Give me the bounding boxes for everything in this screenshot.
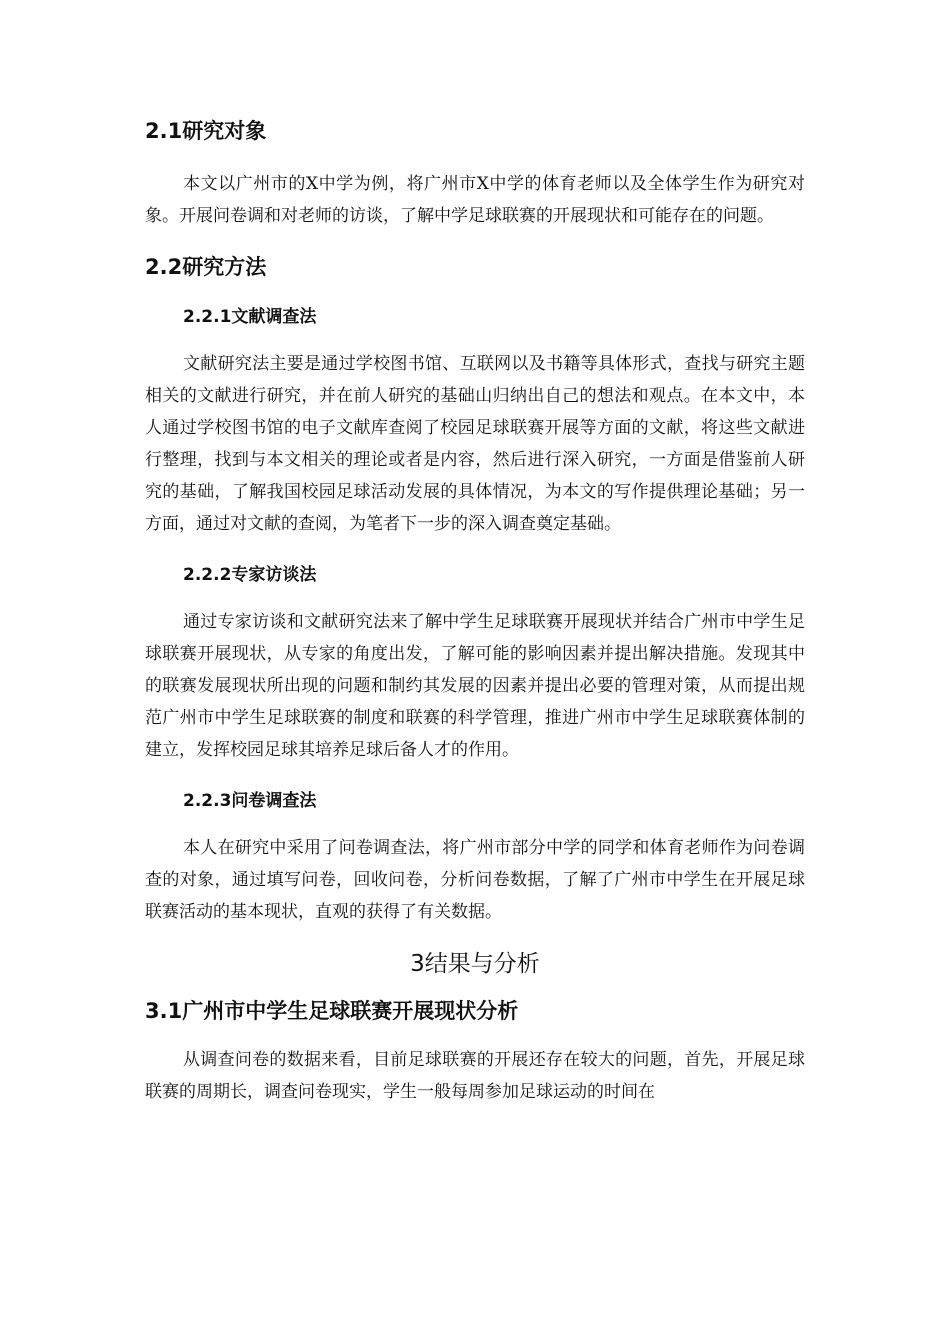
paragraph-literature-method: 文献研究法主要是通过学校图书馆、互联网以及书籍等具体形式，查找与研究主题相关的文献进行研究，并在前人研究的基础山归纳出自己的想法和观点。在本文中，本人通过学校图书馆的电子文献库查阅了校园足球联赛开展等方面的文献，将这些文献进行整理，找到与本文相关的理论或者是内容，然后进行深入研究，一方面是借鉴前人研究的基础，了解我国校园足球活动发展的具体情况，为本文的写作提供理论基础；另一方面，通过对文献的查阅，为笔者下一步的深入调查奠定基础。 <box>145 354 805 534</box>
chapter-heading-3: 3结果与分析 <box>410 951 540 977</box>
document-body <box>145 112 805 1108</box>
paragraph-questionnaire: 本人在研究中采用了问卷调查法，将广州市部分中学的同学和体育老师作为问卷调查的对象，通过填写问卷，回收问卷，分析问卷数据，了解了广州市中学生在开展足球联赛活动的基本现状，直观的获得了有关数据。 <box>145 838 805 922</box>
subsection-heading-2-2-2: 2.2.2专家访谈法 <box>183 565 317 585</box>
section-heading-2-2: 2.2研究方法 <box>145 255 267 279</box>
paragraph-expert-interview: 通过专家访谈和文献研究法来了解中学生足球联赛开展现状并结合广州市中学生足球联赛开展现状，从专家的角度出发，了解可能的影响因素并提出解决措施。发现其中的联赛发展现状所出现的问题和制约其发展的因素并提出必要的管理对策，从而提出规范广州市中学生足球联赛的制度和联赛的科学管理，推进广州市中学生足球联赛体制的建立，发挥校园足球其培养足球后备人才的作用。 <box>145 612 805 760</box>
subsection-heading-2-2-1: 2.2.1文献调查法 <box>183 307 317 327</box>
section-heading-3-1: 3.1广州市中学生足球联赛开展现状分析 <box>145 999 519 1023</box>
paragraph-results-analysis: 从调查问卷的数据来看，目前足球联赛的开展还存在较大的问题，首先，开展足球联赛的周期长，调查问卷现实，学生一般每周参加足球运动的时间在 <box>145 1050 805 1102</box>
paragraph-research-object: 本文以广州市的X中学为例，将广州市X中学的体育老师以及全体学生作为研究对象。开展问卷调和对老师的访谈，了解中学足球联赛的开展现状和可能存在的问题。 <box>145 174 805 226</box>
section-heading-2-1: 2.1研究对象 <box>145 119 267 143</box>
subsection-heading-2-2-3: 2.2.3问卷调查法 <box>183 791 317 811</box>
